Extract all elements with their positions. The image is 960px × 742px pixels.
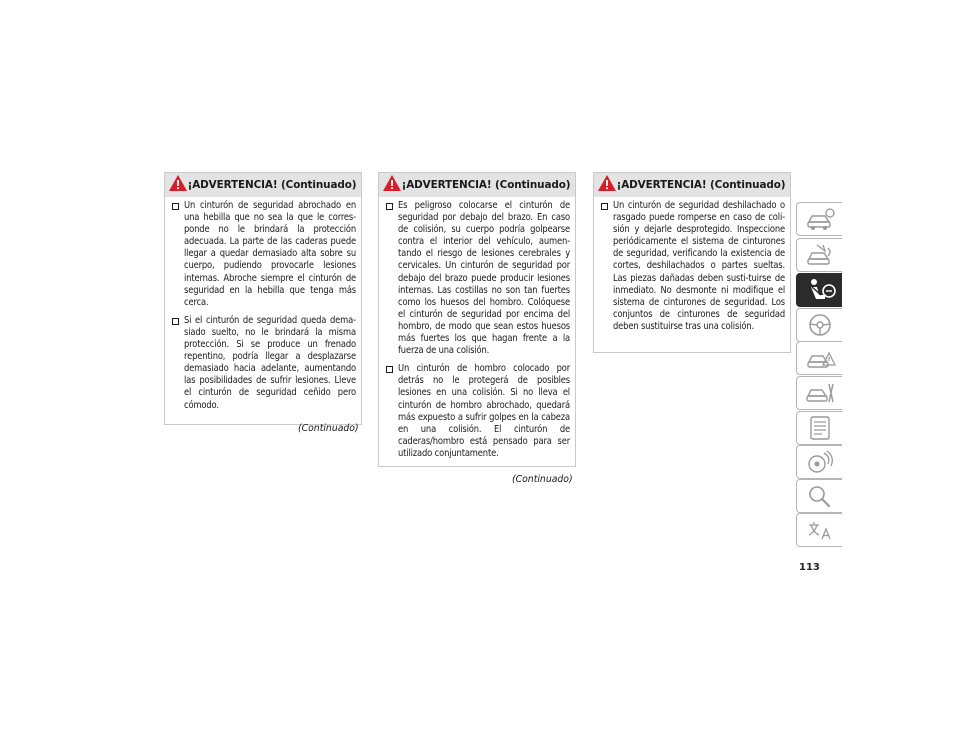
warning-item: Un cinturón de hombro colocado por detrás no le protegerá de posibles lesiones en una colisión. Si no lleva el cinturón de hombro abrochado, quedará más expuesto a sufrir golpes en la cabeza en una colisión. El cinturón de caderas/hombro está pensado para ser utilizado conjuntamente. [386,363,570,460]
warning-box-1 [164,172,362,425]
warning-header [165,173,361,197]
continued-label: (Continuado) [298,423,359,434]
continued-label: (Continuado) [512,474,573,485]
warning-item: Es peligroso colocarse el cinturón de seguridad por debajo del brazo. En caso de colisión, su cuerpo podría golpearse contra el interior del vehículo, aumen-tando el riesgo de lesiones cerebrales y cervicales. Un cinturón de seguridad por debajo del brazo puede producir lesiones internas. Las costillas no son tan fuertes como los huesos del hombro. Colóquese el cinturón de seguridad por encima del hombro, de modo que sean estos huesos más fuertes los que hagan frente a la fuerza de una colisión. [386,200,570,357]
warning-header [379,173,575,197]
search-index-icon [803,483,837,509]
warning-title: ¡ADVERTENCIA! (Continuado) [401,179,571,191]
spec-sheet-icon [803,415,837,441]
chapter-tab-8[interactable] [796,445,842,479]
chapter-tab-10[interactable] [796,513,842,547]
car-warning-icon [803,345,837,371]
car-info-icon [803,206,837,232]
warning-triangle-icon [168,174,188,192]
car-signal-icon [803,242,837,268]
bullet-square-icon [386,203,393,210]
warning-header [594,173,790,197]
bullet-square-icon [601,203,608,210]
multimedia-icon [803,449,837,475]
chapter-tab-2[interactable] [796,238,842,272]
warning-item: Un cinturón de seguridad abrochado en una hebilla que no sea la que le corres-ponde no le brindará la protección adecuada. La parte de las caderas puede llegar a quedar demasiado alta sobre su cuerpo, pudiendo provocarle lesiones internas. Abroche siempre el cinturón de seguridad en la hebilla que tenga más cerca. [172,200,356,309]
bullet-square-icon [172,203,179,210]
car-service-icon [803,380,837,406]
language-icon [803,517,837,543]
chapter-tab-7[interactable] [796,411,842,445]
warning-item: Si el cinturón de seguridad queda dema-siado suelto, no le brindará la misma protección. Si se produce un frenado repentino, podría llegar a desplazarse demasiado hacia adelante, aumentando las posibilidades de sufrir lesiones. Lleve el cinturón de seguridad ceñido pero cómodo. [172,315,356,412]
chapter-tab-9[interactable] [796,479,842,513]
chapter-tab-1[interactable] [796,202,842,236]
warning-triangle-icon [382,174,402,192]
warning-title: ¡ADVERTENCIA! (Continuado) [616,179,786,191]
warning-title: ¡ADVERTENCIA! (Continuado) [187,179,357,191]
seat-safety-icon [803,277,837,303]
chapter-tab-3[interactable] [796,273,842,307]
page-number: 113 [799,562,820,573]
warning-item: Un cinturón de seguridad deshilachado o rasgado puede romperse en caso de coli-sión y dejarle desprotegido. Inspeccione periódicamente el sistema de cinturones de seguridad, verificando la existencia de cortes, deshilachados o partes sueltas. Las piezas dañadas deben susti-tuirse de inmediato. No desmonte ni modifique el sistema de cinturones de seguridad. Los conjuntos de cinturones de seguridad deben sustituirse tras una colisión. [601,200,785,333]
warning-triangle-icon [597,174,617,192]
steering-wheel-icon [803,312,837,338]
chapter-tab-6[interactable] [796,376,842,410]
bullet-square-icon [386,366,393,373]
chapter-tab-4[interactable] [796,308,842,342]
warning-box-2 [378,172,576,467]
bullet-square-icon [172,318,179,325]
chapter-tab-5[interactable] [796,341,842,375]
warning-box-3 [593,172,791,353]
